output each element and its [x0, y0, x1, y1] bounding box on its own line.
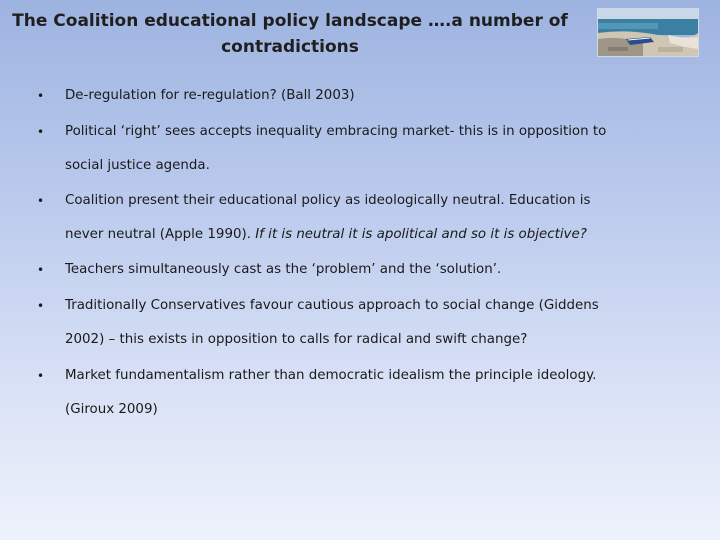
bullet-marker: • [37, 89, 45, 103]
bullet-text: Teachers simultaneously cast as the ‘problem’ and the ‘solution’. [65, 262, 502, 277]
bullet-item [37, 184, 677, 252]
bullet-marker: • [37, 263, 45, 277]
bullet-text: Traditionally Conservatives favour cautious approach to social change (Giddens [65, 298, 599, 313]
bullet-item [37, 289, 677, 357]
bullet-text-continued: 2002) – this exists in opposition to calls for radical and swift change? [65, 332, 528, 347]
title-line-1: The Coalition educational policy landscape ….a number of [12, 11, 568, 31]
bullet-marker: • [37, 194, 45, 208]
bullet-item [37, 79, 677, 113]
bullet-text: Market fundamentalism rather than democratic idealism the principle ideology. [65, 368, 597, 383]
bullet-text-continued [65, 218, 677, 252]
bullet-text-continued: social justice agenda. [65, 158, 210, 173]
bullet-text: Political ‘right’ sees accepts inequality embracing market- this is in opposition to [65, 124, 607, 139]
bullet-text: Coalition present their educational policy as ideologically neutral. Education is [65, 193, 591, 208]
title-line-2: contradictions [221, 37, 359, 57]
bullet-text-continued: (Giroux 2009) [65, 402, 158, 417]
citation-text: never neutral (Apple 1990). [65, 227, 256, 242]
italic-question: If it is neutral it is apolitical and so it is objective? [255, 227, 587, 242]
bullet-marker: • [37, 125, 45, 139]
bullet-text: De-regulation for re-regulation? (Ball 2003) [65, 88, 355, 103]
bullet-item [37, 115, 677, 183]
bullet-item [37, 253, 677, 287]
bullet-item [37, 359, 677, 427]
bullet-marker: • [37, 299, 45, 313]
bullet-marker: • [37, 369, 45, 383]
